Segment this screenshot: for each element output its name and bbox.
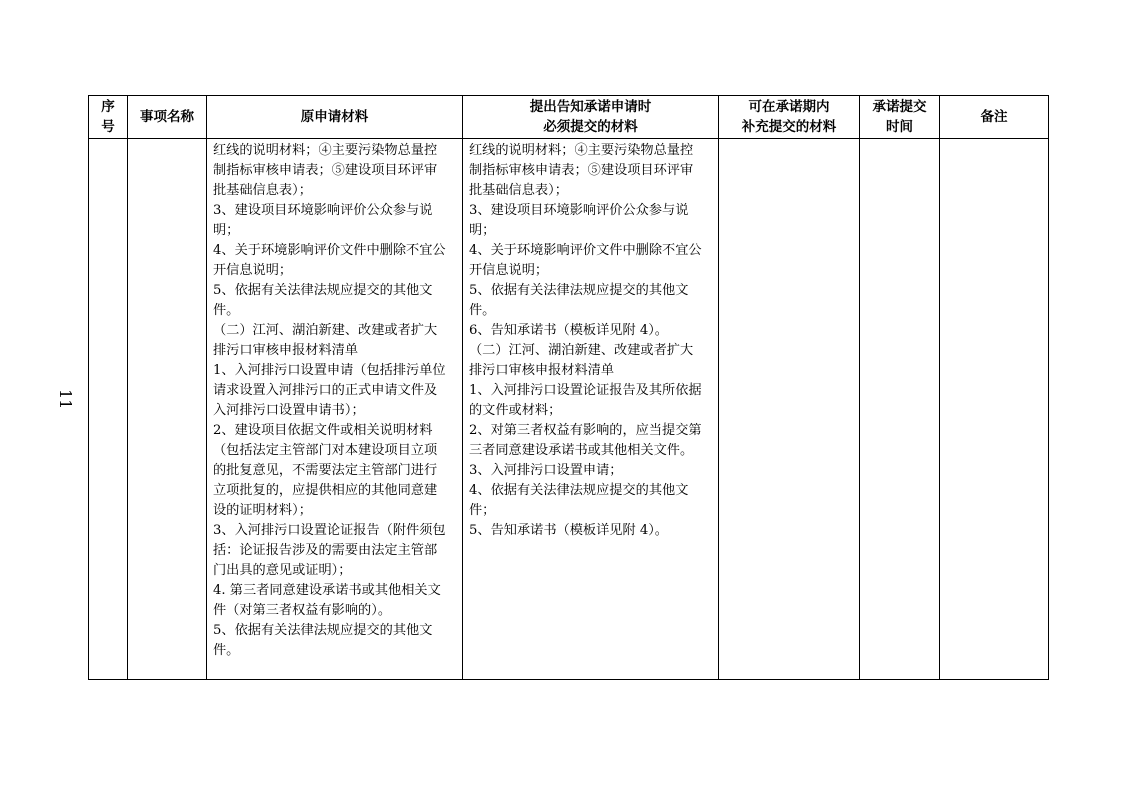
material-line: 5、告知承诺书（模板详见附 4）。: [469, 523, 668, 538]
material-line: 排污口审核申报材料清单: [213, 343, 359, 358]
header-item-name: 事项名称: [128, 96, 207, 139]
material-line: 4. 第三者同意建设承诺书或其他相关文: [213, 583, 441, 598]
cell-original-materials: [207, 139, 463, 680]
material-line: 件。: [469, 303, 496, 318]
material-line: 开信息说明；: [469, 263, 549, 278]
header-commitment-time: 承诺提交 时间: [860, 96, 940, 139]
material-line: 1、入河排污口设置论证报告及其所依据: [469, 383, 702, 398]
cell-remarks: [940, 139, 1049, 680]
cell-item-name: [128, 139, 207, 680]
header-remarks: 备注: [940, 96, 1049, 139]
material-line: （包括法定主管部门对本建设项目立项: [213, 443, 438, 458]
material-line: 3、入河排污口设置论证报告（附件须包: [213, 523, 446, 538]
materials-table: [88, 95, 1049, 680]
material-line: 明；: [213, 223, 240, 238]
material-line: 设的证明材料）；: [213, 503, 312, 518]
cell-seq: [89, 139, 128, 680]
material-line: 4、关于环境影响评价文件中删除不宜公: [213, 243, 446, 258]
original-materials-list: [207, 139, 462, 661]
material-line: 红线的说明材料；④主要污染物总量控: [213, 143, 438, 158]
material-line: 3、建设项目环境影响评价公众参与说: [213, 203, 433, 218]
material-line: 批基础信息表）；: [213, 183, 312, 198]
cell-commitment-time: [860, 139, 940, 680]
material-line: 件。: [213, 303, 240, 318]
material-line: （二）江河、湖泊新建、改建或者扩大: [469, 343, 694, 358]
header-required-materials: 提出告知承诺申请时 必须提交的材料: [463, 96, 719, 139]
material-line: 5、依据有关法律法规应提交的其他文: [469, 283, 689, 298]
page-number: 11: [56, 389, 75, 410]
material-line: 红线的说明材料；④主要污染物总量控: [469, 143, 694, 158]
header-row: [89, 96, 1049, 139]
material-line: （二）江河、湖泊新建、改建或者扩大: [213, 323, 438, 338]
header-supplement-materials: 可在承诺期内 补充提交的材料: [719, 96, 860, 139]
material-line: 括：论证报告涉及的需要由法定主管部: [213, 543, 438, 558]
material-line: 5、依据有关法律法规应提交的其他文: [213, 623, 433, 638]
material-line: 明；: [469, 223, 496, 238]
material-line: 2、对第三者权益有影响的，应当提交第: [469, 423, 702, 438]
header-original-materials: 原申请材料: [207, 96, 463, 139]
material-line: 排污口审核申报材料清单: [469, 363, 615, 378]
material-line: 门出具的意见或证明）；: [213, 563, 352, 578]
material-line: 制指标审核申请表；⑤建设项目环评审: [213, 163, 438, 178]
material-line: 5、依据有关法律法规应提交的其他文: [213, 283, 433, 298]
material-line: 3、建设项目环境影响评价公众参与说: [469, 203, 689, 218]
material-line: 6、告知承诺书（模板详见附 4）。: [469, 323, 668, 338]
material-line: 的批复意见，不需要法定主管部门进行: [213, 463, 438, 478]
cell-supplement-materials: [719, 139, 860, 680]
material-line: 入河排污口设置申请书）；: [213, 403, 365, 418]
material-line: 批基础信息表）；: [469, 183, 568, 198]
material-line: 件。: [213, 643, 240, 658]
material-line: 4、依据有关法律法规应提交的其他文: [469, 483, 689, 498]
material-line: 件；: [469, 503, 496, 518]
material-line: 请求设置入河排污口的正式申请文件及: [213, 383, 438, 398]
header-seq: 序 号: [89, 96, 128, 139]
material-line: 的文件或材料；: [469, 403, 562, 418]
material-line: 1、入河排污口设置申请（包括排污单位: [213, 363, 446, 378]
required-materials-list: [463, 139, 718, 541]
cell-required-materials: [463, 139, 719, 680]
material-line: 3、入河排污口设置申请；: [469, 463, 623, 478]
material-line: 三者同意建设承诺书或其他相关文件。: [469, 443, 694, 458]
material-line: 制指标审核申请表；⑤建设项目环评审: [469, 163, 694, 178]
material-line: 开信息说明；: [213, 263, 293, 278]
table-row: [89, 139, 1049, 680]
material-line: 4、关于环境影响评价文件中删除不宜公: [469, 243, 702, 258]
material-line: 立项批复的，应提供相应的其他同意建: [213, 483, 438, 498]
material-line: 2、建设项目依据文件或相关说明材料: [213, 423, 433, 438]
material-line: 件（对第三者权益有影响的）。: [213, 603, 392, 618]
